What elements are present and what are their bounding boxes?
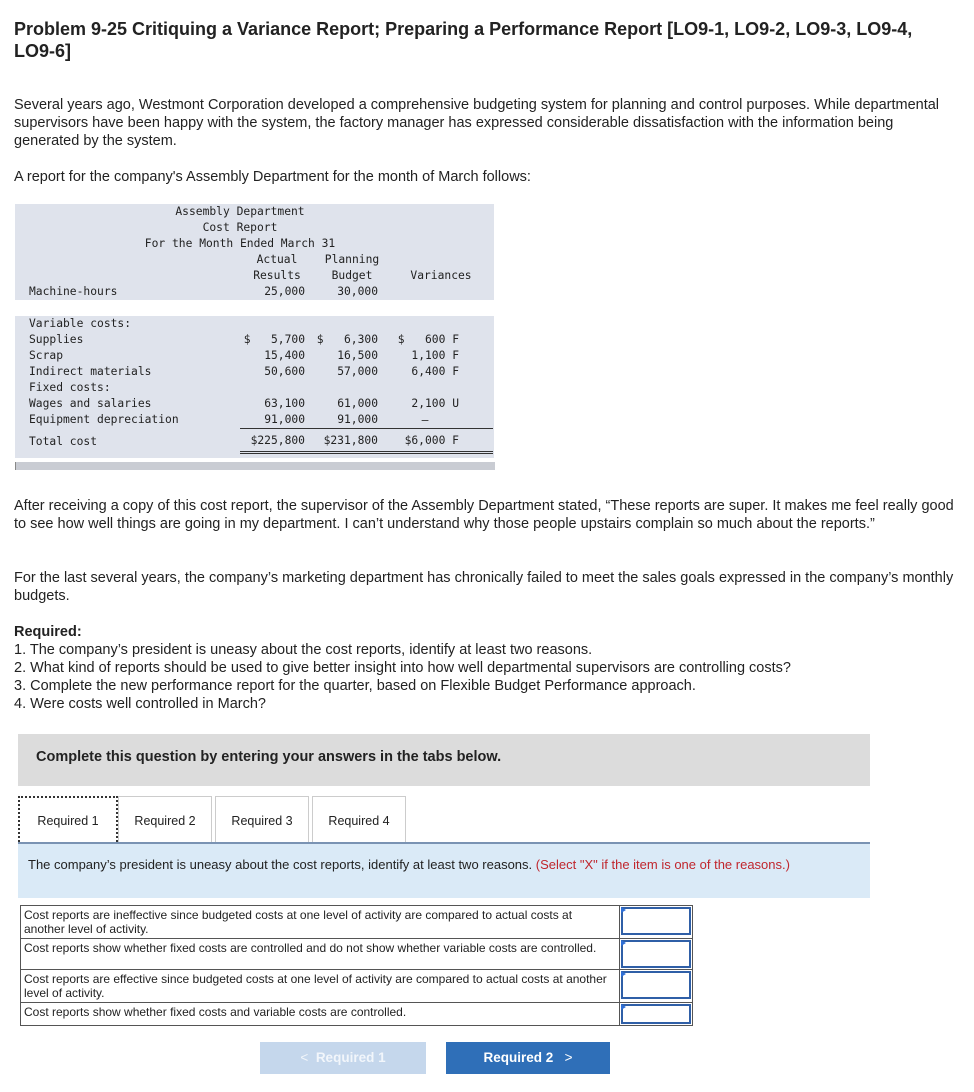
statement-cell: Cost reports are effective since budgeted costs at one level of activity are compared to actual costs at another level of activity. (21, 970, 620, 1003)
required-item: 1. The company’s president is uneasy about the cost reports, identify at least two reasons. (14, 642, 593, 658)
row-label: Scrap (29, 349, 64, 362)
answer-input[interactable] (621, 907, 691, 935)
intro-paragraph: Several years ago, Westmont Corporation developed a comprehensive budgeting system for planning and control purposes. While departmental supervisors have been happy with the system, the factory manager has expressed considerable dissatisfaction with the information being generated by the system. (14, 97, 940, 149)
col-header-budget-2: Budget (331, 269, 373, 282)
answer-cell (619, 970, 692, 1003)
row-actual: 50,600 (264, 365, 305, 378)
total-budget: $231,800 (323, 434, 378, 447)
col-header-budget-1: Planning (324, 253, 380, 266)
answer-cell (619, 1003, 692, 1026)
chevron-right-icon: > (564, 1050, 573, 1065)
table-row (21, 939, 693, 970)
statement-cell: Cost reports show whether fixed costs are controlled and do not show whether variable costs are controlled. (21, 939, 620, 970)
row-actual: 91,000 (264, 413, 305, 426)
required-item: 3. Complete the new performance report for the quarter, based on Flexible Budget Performance approach. (14, 678, 696, 694)
answer-cell (619, 939, 692, 970)
machine-hours-label: Machine-hours (29, 285, 118, 298)
variable-costs-label: Variable costs: (29, 317, 132, 330)
answer-table (20, 905, 693, 1026)
double-rule-2 (240, 453, 493, 454)
dropdown-marker-icon (621, 1004, 626, 1010)
col-header-actual-1: Actual (256, 253, 298, 266)
tab-required-3[interactable]: Required 3 (215, 796, 309, 842)
report-period: For the Month Ended March 31 (144, 237, 336, 250)
total-label: Total cost (29, 435, 98, 448)
total-variance: $6,000 F (404, 434, 459, 447)
instruction-box (18, 844, 870, 898)
total-actual: $225,800 (250, 434, 305, 447)
statement-cell: Cost reports are ineffective since budgeted costs at one level of activity are compared to actual costs at another level of activity. (21, 906, 620, 939)
row-variance: – (421, 414, 429, 427)
report-subtitle: Cost Report (202, 221, 278, 234)
row-budget: 57,000 (337, 365, 378, 378)
row-label: Equipment depreciation (29, 413, 179, 426)
report-lead-paragraph: A report for the company's Assembly Department for the month of March follows: (14, 169, 531, 185)
dropdown-marker-icon (621, 971, 626, 977)
machine-hours-actual: 25,000 (264, 285, 305, 298)
report-title: Assembly Department (175, 205, 305, 218)
question-banner (18, 734, 870, 786)
instruction-text (28, 857, 858, 873)
row-budget: 91,000 (337, 413, 378, 426)
required-item: 2. What kind of reports should be used to give better insight into how well departmental supervisors are controlling costs? (14, 660, 791, 676)
double-rule-1 (240, 451, 493, 452)
required-section (14, 623, 954, 713)
answer-input[interactable] (621, 971, 691, 999)
next-button-label: Required 2 (483, 1050, 554, 1065)
answer-cell (619, 906, 692, 939)
next-button[interactable] (446, 1042, 610, 1074)
row-variance: $ 600 F (397, 333, 459, 346)
fixed-costs-label: Fixed costs: (29, 381, 111, 394)
report-scrollbar[interactable] (15, 462, 495, 470)
answer-input[interactable] (621, 1004, 691, 1024)
machine-hours-budget: 30,000 (337, 285, 378, 298)
dropdown-marker-icon (621, 940, 626, 946)
required-heading: Required: (14, 624, 82, 640)
row-variance: 2,100 U (411, 397, 459, 410)
problem-title: Problem 9-25 Critiquing a Variance Report; Preparing a Performance Report [LO9-1, LO9-2, LO9-3, LO9-4, LO9-6] (14, 19, 913, 61)
tab-required-2[interactable]: Required 2 (118, 796, 212, 842)
supervisor-paragraph: After receiving a copy of this cost report, the supervisor of the Assembly Department stated, “These reports are super. It makes me feel really good to see how well things are going in my department. I can’t understand why those people upstairs complain so much about the reports.” (14, 498, 954, 532)
col-header-actual-2: Results (253, 269, 301, 282)
table-row (21, 1003, 693, 1026)
chevron-left-icon: < (300, 1050, 309, 1065)
instruction-prompt: The company’s president is uneasy about the cost reports, identify at least two reasons. (28, 857, 533, 872)
cost-report (15, 204, 494, 462)
row-label: Supplies (29, 333, 84, 346)
prev-button[interactable] (260, 1042, 426, 1074)
tab-required-4[interactable]: Required 4 (312, 796, 406, 842)
row-variance: 1,100 F (411, 349, 459, 362)
row-actual: $ 5,700 (243, 333, 305, 346)
table-row (21, 906, 693, 939)
col-header-variances: Variances (410, 269, 472, 282)
statement-cell: Cost reports show whether fixed costs and variable costs are controlled. (21, 1003, 620, 1026)
marketing-paragraph: For the last several years, the company’s marketing department has chronically failed to meet the sales goals expressed in the company’s monthly budgets. (14, 570, 954, 604)
answer-input[interactable] (621, 940, 691, 968)
required-item: 4. Were costs well controlled in March? (14, 696, 266, 712)
question-banner-text: Complete this question by entering your answers in the tabs below. (36, 749, 502, 765)
instruction-hint: (Select "X" if the item is one of the reasons.) (535, 857, 790, 872)
row-label: Indirect materials (29, 365, 152, 378)
dropdown-marker-icon (621, 907, 626, 913)
tab-required-1[interactable]: Required 1 (18, 796, 118, 842)
row-variance: 6,400 F (411, 365, 459, 378)
row-label: Wages and salaries (29, 397, 152, 410)
row-budget: 61,000 (337, 397, 378, 410)
row-actual: 15,400 (264, 349, 305, 362)
total-rule (240, 428, 493, 429)
prev-button-label: Required 1 (315, 1050, 386, 1065)
table-row (21, 970, 693, 1003)
row-budget: 16,500 (337, 349, 378, 362)
row-actual: 63,100 (264, 397, 305, 410)
row-budget: $ 6,300 (316, 333, 378, 346)
